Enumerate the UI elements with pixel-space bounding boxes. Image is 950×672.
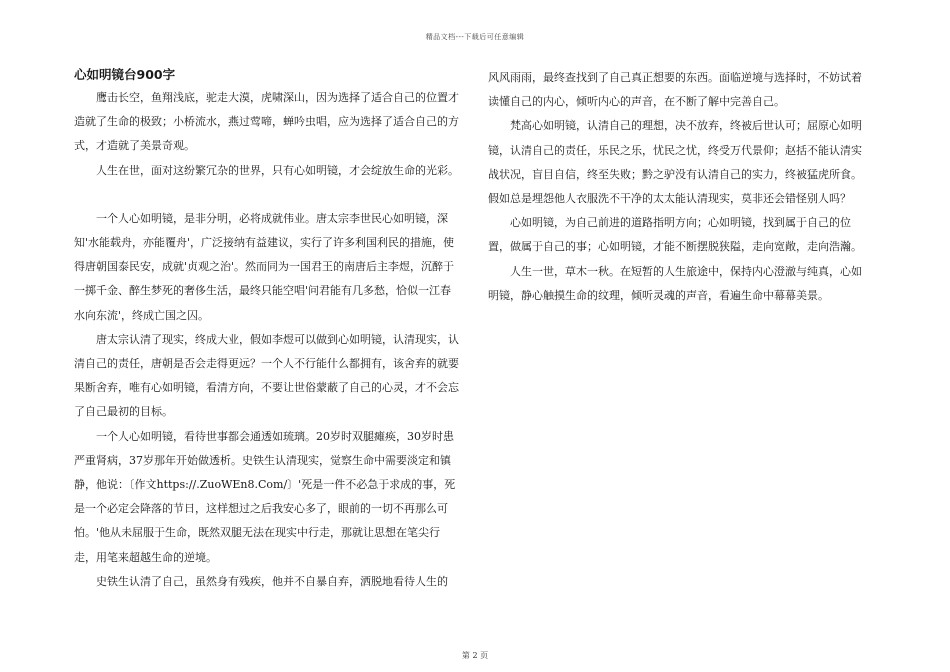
article-title: 心如明镜台900字 xyxy=(74,67,176,82)
paragraph-3: 一个人心如明镜，是非分明，必将成就伟业。唐太宗李世民心如明镜，深知'水能载舟，亦能覆舟'，广泛接纳有益建议，实行了许多利国利民的措施，使得唐朝国泰民安，成就'贞观之治'。然而同为一国君王的南唐后主李煜，沉醉于一掷千金、醉生梦死的奢侈生活，最终只能空唱'问君能有几多愁，恰似一江春水向东流'，终成亡国之囚。 xyxy=(74,211,455,322)
paragraph-9: 人生一世，草木一秋。在短暂的人生旅途中，保持内心澄澈与纯真，心如明镜，静心触摸生命的纹理，倾听灵魂的声音，看遍生命中幕幕美景。 xyxy=(488,264,862,302)
paragraph-4: 唐太宗认清了现实，终成大业，假如李煜可以做到心如明镜，认清现实，认清自己的责任，唐朝是否会走得更远？一个人不行能什么都拥有，该舍弃的就要果断舍弃，唯有心如明镜，看清方向，不要让世俗蒙蔽了自己的心灵，才不会忘了自己最初的目标。 xyxy=(74,332,459,419)
paragraph-spacer xyxy=(74,183,462,207)
paragraph-1: 鹰击长空，鱼翔浅底，驼走大漠，虎啸深山，因为选择了适合自己的位置才造就了生命的极致；小桥流水，燕过莺啼，蝉吟虫唱，应为选择了适合自己的方式，才造就了美景奇观。 xyxy=(74,91,459,153)
paragraph-8: 心如明镜，为自己前进的道路指明方向；心如明镜，找到属于自己的位置，做属于自己的事；心如明镜，才能不断摆脱狭隘，走向宽敞，走向浩瀚。 xyxy=(488,216,862,254)
paragraph-6: 史铁生认清了自己，虽然身有残疾，他并不自暴自弃，洒脱地看待人生的 xyxy=(96,574,448,588)
paragraph-5: 一个人心如明镜，看待世事都会通透如琉璃。20岁时双腿瘫痪，30岁时患严重肾病，37岁那年开始做透析。史铁生认清现实，觉察生命中需要淡定和镇静，他说：〔作文https://.ZuoWEn8.Com/〕'死是一件不必急于求成的事，死是一个必定会降落的节日，这样想过之后我安心多了，眼前的一切不再那么可怕。'他从未屈服于生命，既然双腿无法在现实中行走，那就让思想在笔尖行走，用笔来超越生命的逆境。 xyxy=(74,429,456,564)
left-column xyxy=(74,64,462,594)
paragraph-6-continued: 风风雨雨，最终查找到了自己真正想要的东西。面临逆境与选择时，不妨试着读懂自己的内心，倾听内心的声音，在不断了解中完善自己。 xyxy=(488,71,862,109)
right-column xyxy=(488,66,872,308)
page-header: 精品文档---下载后可任意编辑 xyxy=(425,33,525,41)
paragraph-7: 梵高心如明镜，认清自己的理想，决不放弃，终被后世认可；屈原心如明镜，认清自己的责任，乐民之乐，忧民之忧，终受万代景仰；赵括不能认清实战状况，盲目自信，终至失败；黔之驴没有认清自己的实力，终被猛虎所食。假如总是埋怨他人衣服洗不干净的太太能认清现实，莫非还会错怪别人吗？ xyxy=(488,119,862,206)
page-number: 第 2 页 xyxy=(461,651,489,660)
paragraph-2: 人生在世，面对这纷繁冗杂的世界，只有心如明镜，才会绽放生命的光彩。 xyxy=(96,163,459,177)
